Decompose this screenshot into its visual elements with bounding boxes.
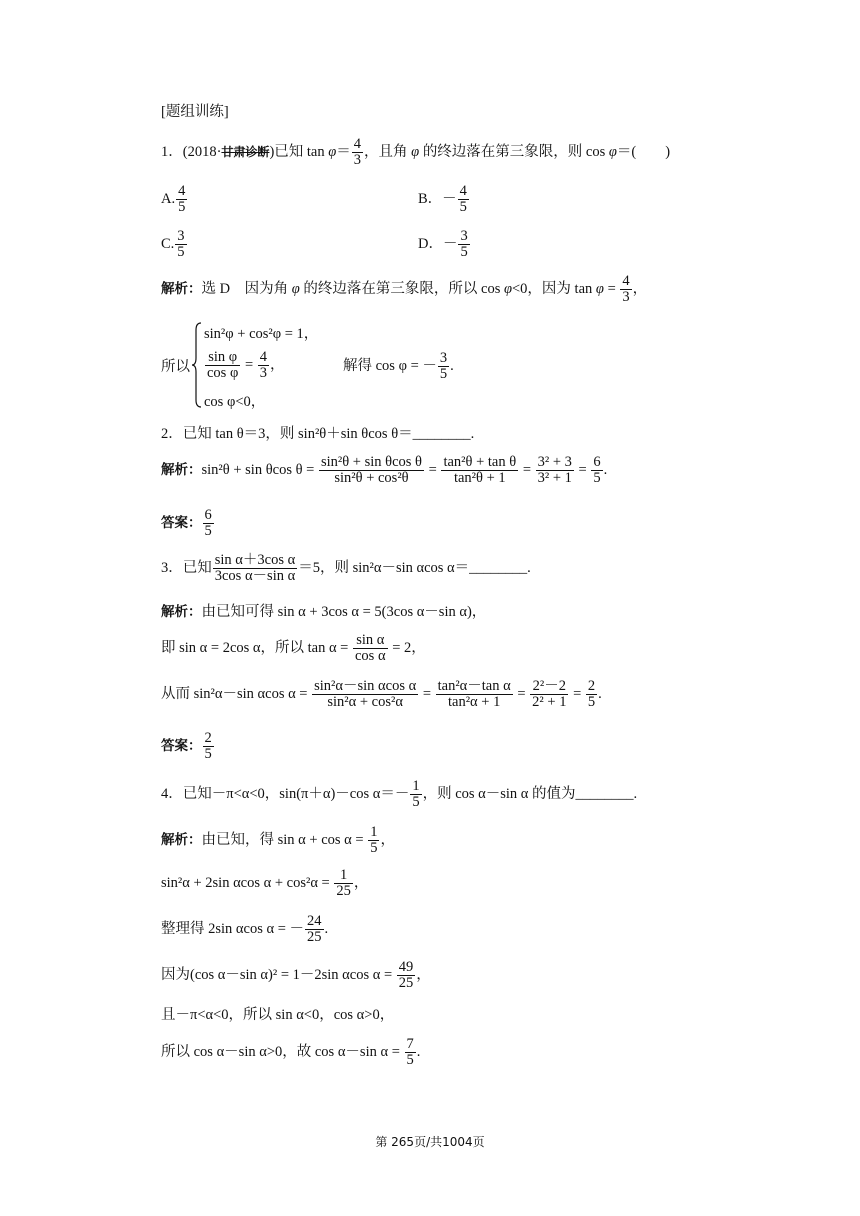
q3-answer: 答案： $\frac{2}{5}$ — [161, 730, 212, 763]
page-footer: 第 265页/共1004页 — [375, 1135, 485, 1149]
q4-solution-line-4: 因为(cos α－sin α)² = 1－2sin αcos α = $\frac{49}{25}$ ， — [161, 959, 431, 992]
q4-solution-line-3: 整理得 2sin αcos α = － $\frac{24}{25}$ . — [161, 913, 329, 946]
q4-solution-line-5: 且－π<α<0，所以 sin α<0，cos α>0， — [161, 1007, 395, 1023]
brace-icon — [192, 322, 202, 408]
option-a: A. $\frac{4}{5}$ — [161, 183, 186, 216]
system-prefix: 所以 — [161, 359, 190, 375]
q2-answer: 答案： $\frac{6}{5}$ — [161, 507, 212, 540]
section-header: [题组训练] — [161, 104, 229, 120]
option-b: B．－ $\frac{4}{5}$ — [418, 183, 467, 216]
question-4: 4．已知－π<α<0，sin(π＋α)－cos α＝－ $\frac{1}{5}$ ，则 cos α－sin α 的值为________. — [161, 778, 638, 811]
q4-solution-line-1: 解析：由已知，得 sin α + cos α = $\frac{1}{5}$ ， — [161, 824, 395, 857]
option-d: D．－ $\frac{3}{5}$ — [418, 228, 468, 261]
source-stamp: 甘肃诊断 — [221, 145, 270, 160]
system-eq-3: cos φ<0， — [204, 394, 266, 410]
q4-solution-line-6: 所以 cos α－sin α>0，故 cos α－sin α = $\frac{7}{5}$ . — [161, 1036, 421, 1069]
q3-solution-line-1: 解析：由已知可得 sin α + 3cos α = 5(3cos α－sin α)， — [161, 604, 487, 620]
question-1: 1．(2018·甘肃诊断)已知 tan φ＝ $\frac{4}{3}$ ，且角 φ 的终边落在第三象限，则 cos φ＝( ) — [161, 136, 671, 169]
question-2: 2．已知 tan θ＝3，则 sin²θ＋sin θcos θ＝________. — [161, 426, 475, 442]
question-3: 3．已知 $\frac{\text{sin α＋3cos α}}{\text{3cos α－sin α}}$ ＝5，则 sin²α－sin αcos α＝________. — [161, 552, 531, 585]
q1-result: 解得 cos φ = － $\frac{3}{5}$ . — [343, 350, 454, 383]
q2-solution: 解析：sin²θ + sin θcos θ = $\frac{\text{sin²θ + sin θcos θ}}{\text{sin²θ + cos²θ}}$ = $\frac{\text{tan²θ + tan θ}}{\text{tan²θ + 1}}$ = $\frac{\text{3² + 3}}{\text{3² + 1}}$ = $\frac{6}{5}$ . — [161, 454, 608, 487]
option-c: C. $\frac{3}{5}$ — [161, 228, 185, 261]
q1-solution: 解析：选 D 因为角 φ 的终边落在第三象限，所以 cos φ<0，因为 tan φ = $\frac{4}{3}$ ， — [161, 273, 648, 306]
fraction: $\frac{4}{3}$ — [353, 136, 362, 169]
q3-solution-line-3: 从而 sin²α－sin αcos α = $\frac{\text{sin²α－sin αcos α}}{\text{sin²α + cos²α}}$ = $\frac{\text{tan²α－tan α}}{\text{tan²α + 1}}$ = $\frac{\text{2²－2}}{\text{2² + 1}}$ = $\frac{2}{5}$ . — [161, 678, 602, 711]
system-eq-2: $\frac{\text{sin φ}}{\text{cos φ}}$ = $\frac{4}{3}$ ， — [207, 349, 285, 382]
q4-solution-line-2: sin²α + 2sin αcos α + cos²α = $\frac{1}{25}$ ， — [161, 867, 369, 900]
system-eq-1: sin²φ + cos²φ = 1， — [204, 326, 319, 342]
q3-solution-line-2: 即 sin α = 2cos α，所以 tan α = $\frac{\text{sin α}}{\text{cos α}}$ = 2， — [161, 632, 426, 665]
